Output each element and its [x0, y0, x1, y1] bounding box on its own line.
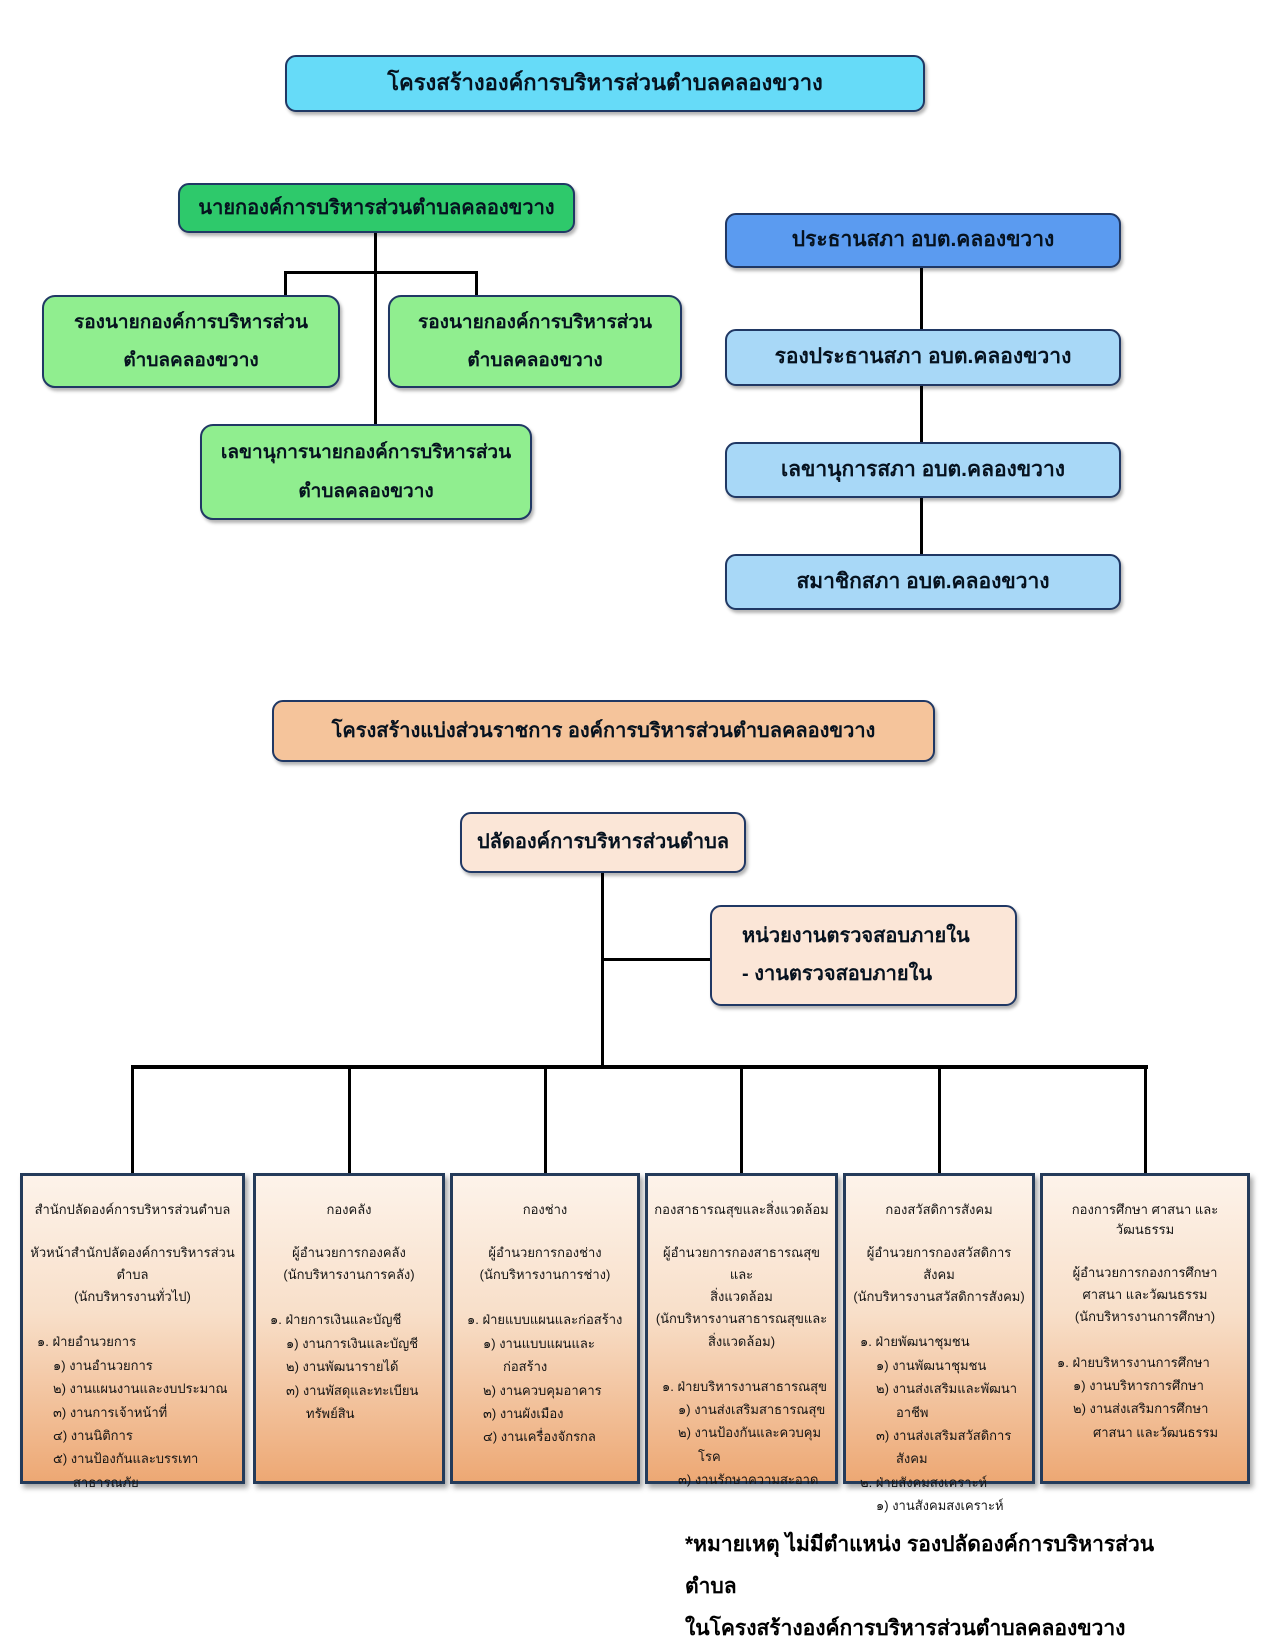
chief-administrator-label: ปลัดองค์การบริหารส่วนตำบล	[476, 831, 730, 853]
deputy-mayor-left-line1: รองนายกองค์การบริหารส่วน	[74, 311, 308, 333]
mayor-box	[178, 183, 575, 233]
connector-dept-drop-1	[131, 1066, 134, 1173]
department-work-item: ๓) งานผังเมือง	[483, 1405, 564, 1421]
department-name-line: กองสวัสดิการสังคม	[885, 1202, 993, 1217]
footnote-line1: *หมายเหตุ ไม่มีตำแหน่ง รองปลัดองค์การบริหารส่วนตำบล	[685, 1533, 1155, 1598]
internal-audit-line2: - งานตรวจสอบภายใน	[742, 963, 933, 985]
department-name	[852, 1200, 1026, 1220]
department-director-line: หัวหน้าสำนักปลัดองค์การบริหารส่วนตำบล	[30, 1245, 235, 1283]
department-box-2	[253, 1173, 445, 1484]
department-director-line: (นักบริหารงานการช่าง)	[479, 1267, 611, 1283]
council-secretary-box	[725, 442, 1121, 498]
department-work-item: ๓) งานรักษาความสะอาด	[678, 1472, 819, 1488]
department-director-line: (นักบริหารงานทั่วไป)	[74, 1289, 191, 1305]
council-members-box	[725, 554, 1121, 610]
department-name-line: กองช่าง	[522, 1202, 568, 1217]
department-work-item: ๔) งานเครื่องจักรกล	[483, 1429, 596, 1445]
department-director	[262, 1242, 436, 1286]
department-work-item: ๑) งานแบบแผนและก่อสร้าง	[483, 1335, 595, 1375]
department-work-item: ๒) งานป้องกันและควบคุมโรค	[678, 1425, 822, 1464]
connector-dept-drop-3	[544, 1066, 547, 1173]
connector-mayor-vertical	[374, 233, 377, 424]
mayor-label: นายกองค์การบริหารส่วนตำบลคลองขวาง	[198, 196, 555, 219]
department-work-item: ๑) งานการเงินและบัญชี	[286, 1335, 419, 1351]
department-section-heading: ๒. ฝ่ายสังคมสงเคราะห์	[860, 1474, 988, 1490]
department-name	[654, 1200, 829, 1220]
department-director	[1049, 1262, 1241, 1328]
department-name-line: วัฒนธรรม	[1115, 1222, 1175, 1238]
department-box-3	[450, 1173, 640, 1484]
department-section-heading: ๑. ฝ่ายแบบแผนและก่อสร้าง	[467, 1312, 623, 1328]
deputy-mayor-left-line2: ตำบลคลองขวาง	[123, 350, 259, 371]
department-director-line: ผู้อำนวยการกองสาธารณสุขและ	[662, 1245, 821, 1283]
department-work-item: ๔) งานนิติการ	[53, 1427, 133, 1443]
department-section-heading: ๑. ฝ่ายอำนวยการ	[37, 1334, 137, 1350]
division-title-banner	[272, 700, 935, 762]
department-work-item: ๑) งานพัฒนาชุมชน	[876, 1357, 987, 1373]
department-section-heading: ๑. ฝ่ายพัฒนาชุมชน	[860, 1334, 970, 1350]
connector-departments-rail	[131, 1065, 1148, 1069]
mayor-secretary-line2: ตำบลคลองขวาง	[298, 480, 434, 502]
department-work-item: ๑) งานบริหารการศึกษา	[1073, 1377, 1204, 1393]
chief-administrator-box	[460, 812, 746, 873]
department-box-6	[1040, 1173, 1250, 1484]
department-director-line: ผู้อำนวยการกองสวัสดิการสังคม	[866, 1245, 1012, 1283]
department-name-line: กองสาธารณสุขและสิ่งแวดล้อม	[654, 1202, 829, 1217]
department-director-line: (นักบริหารงานสวัสดิการสังคม)	[853, 1289, 1025, 1305]
department-director-line: สิ่งแวดล้อม)	[707, 1333, 776, 1349]
connector-deputy-right-drop	[475, 271, 478, 297]
department-name	[29, 1200, 236, 1220]
connector-dept-drop-2	[348, 1066, 351, 1173]
department-section-heading: ๑. ฝ่ายบริหารงานการศึกษา	[1057, 1354, 1210, 1370]
department-director-line: ศาสนา และวัฒนธรรม	[1082, 1287, 1208, 1303]
council-chairman-box	[725, 213, 1121, 268]
department-box-5	[843, 1173, 1035, 1514]
department-work-item: ๑) งานอำนวยการ	[53, 1357, 153, 1373]
department-work-item: ๑) งานสังคมสงเคราะห์	[876, 1498, 1004, 1514]
deputy-mayor-right-line2: ตำบลคลองขวาง	[467, 350, 603, 371]
chart-title-text: โครงสร้างองค์การบริหารส่วนตำบลคลองขวาง	[387, 70, 823, 96]
connector-council-1	[920, 268, 923, 329]
department-director	[459, 1242, 631, 1286]
department-work-item: ๓) งานส่งเสริมสวัสดิการสังคม	[876, 1427, 1012, 1467]
chart-title-banner	[285, 55, 925, 112]
department-director	[654, 1242, 829, 1352]
department-section-heading: ๑. ฝ่ายการเงินและบัญชี	[270, 1312, 402, 1328]
department-director-line: สิ่งแวดล้อม	[710, 1289, 773, 1305]
deputy-mayor-right-line1: รองนายกองค์การบริหารส่วน	[418, 311, 652, 333]
connector-audit-branch	[602, 958, 712, 961]
footnote-line2: ในโครงสร้างองค์การบริหารส่วนตำบลคลองขวาง	[685, 1617, 1126, 1640]
deputy-mayor-left-box	[42, 295, 340, 388]
council-members-label: สมาชิกสภา อบต.คลองขวาง	[796, 569, 1050, 593]
connector-dept-drop-5	[938, 1066, 941, 1173]
connector-dept-drop-6	[1144, 1066, 1147, 1173]
department-work-item: ๕) งานป้องกันและบรรเทาสาธารณภัย	[53, 1451, 199, 1490]
department-work-item: ๒) งานส่งเสริมและพัฒนาอาชีพ	[876, 1381, 1018, 1420]
internal-audit-line1: หน่วยงานตรวจสอบภายใน	[742, 925, 970, 947]
department-work-item: ๑) งานส่งเสริมสาธารณสุข	[678, 1402, 826, 1417]
mayor-secretary-line1: เลขานุการนายกองค์การบริหารส่วน	[220, 442, 512, 464]
department-work-item: ๒) งานควบคุมอาคาร	[483, 1382, 602, 1398]
department-director-line: (นักบริหารงานการคลัง)	[283, 1267, 415, 1283]
council-chairman-label: ประธานสภา อบต.คลองขวาง	[791, 228, 1055, 252]
department-name	[1049, 1200, 1241, 1240]
department-director-line: (นักบริหารงานการศึกษา)	[1074, 1309, 1216, 1325]
department-work-item: ๒) งานส่งเสริมการศึกษา ศาสนา และวัฒนธรรม	[1073, 1401, 1219, 1440]
department-director-line: ผู้อำนวยการกองคลัง	[292, 1245, 406, 1261]
department-box-1	[20, 1173, 245, 1490]
department-name-line: กองการศึกษา ศาสนา และ	[1071, 1202, 1219, 1217]
department-director-line: ผู้อำนวยการกองการศึกษา	[1072, 1265, 1218, 1281]
department-director	[852, 1242, 1026, 1308]
department-name	[459, 1200, 631, 1220]
division-title-text: โครงสร้างแบ่งส่วนราชการ องค์การบริหารส่วนตำบลคลองขวาง	[331, 719, 876, 742]
department-work-item: ๒) งานแผนงานและงบประมาณ	[53, 1381, 228, 1397]
connector-deputy-left-drop	[284, 271, 287, 297]
footnote	[685, 1524, 1205, 1650]
council-vice-chairman-box	[725, 329, 1121, 386]
council-vice-chairman-label: รองประธานสภา อบต.คลองขวาง	[774, 345, 1072, 369]
connector-dept-drop-4	[740, 1066, 743, 1173]
connector-deputies-horizontal	[284, 271, 478, 274]
deputy-mayor-right-box	[388, 295, 682, 388]
department-work-item: ๓) งานการเจ้าหน้าที่	[53, 1404, 168, 1420]
connector-council-2	[920, 386, 923, 442]
department-name-line: สำนักปลัดองค์การบริหารส่วนตำบล	[34, 1202, 231, 1217]
department-director-line: ผู้อำนวยการกองช่าง	[488, 1245, 602, 1261]
department-box-4	[645, 1173, 838, 1488]
department-name	[262, 1200, 436, 1220]
department-work-item: ๒) งานพัฒนารายได้	[286, 1359, 399, 1375]
department-director	[29, 1242, 236, 1308]
department-section-heading: ๑. ฝ่ายบริหารงานสาธารณสุข	[662, 1378, 827, 1394]
internal-audit-box	[710, 905, 1017, 1006]
connector-chief-vertical	[601, 873, 604, 1068]
department-name-line: กองคลัง	[326, 1202, 372, 1217]
department-director-line: (นักบริหารงานสาธารณสุขและ	[655, 1311, 828, 1327]
council-secretary-label: เลขานุการสภา อบต.คลองขวาง	[780, 457, 1065, 481]
mayor-secretary-box	[200, 424, 532, 520]
department-work-item: ๓) งานพัสดุและทะเบียน ทรัพย์สิน	[286, 1382, 419, 1421]
connector-council-3	[920, 498, 923, 554]
